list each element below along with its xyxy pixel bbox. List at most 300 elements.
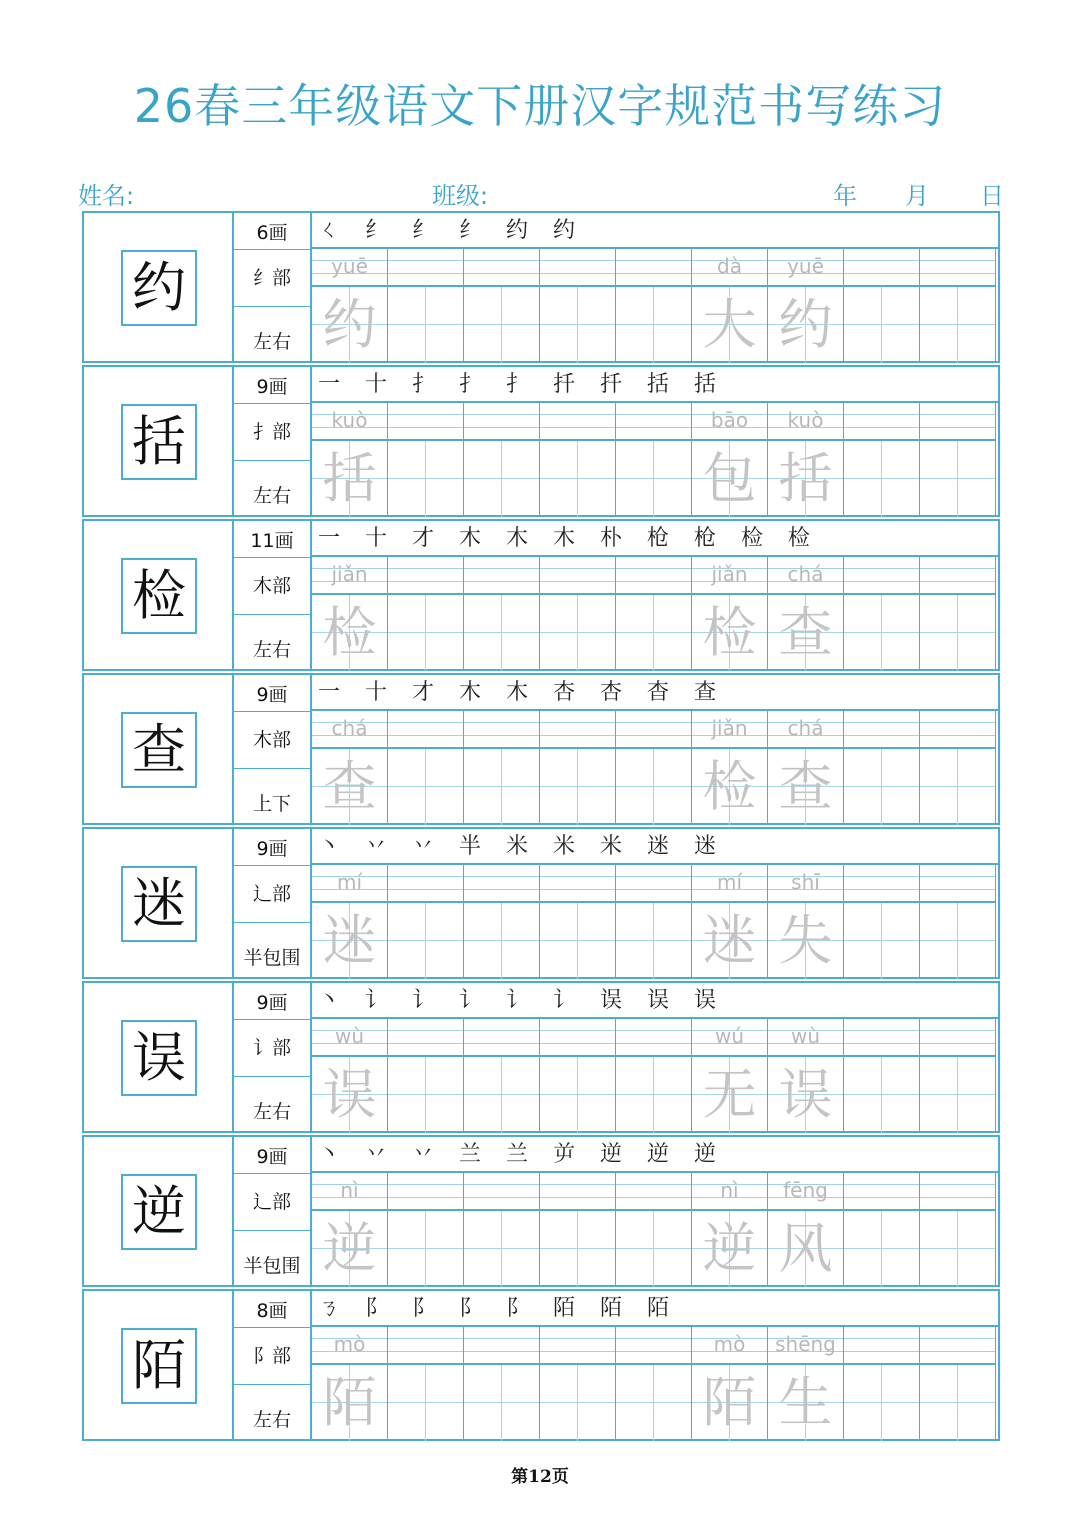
practice-cell[interactable] bbox=[692, 1019, 768, 1133]
pinyin-row[interactable]: chá bbox=[312, 711, 387, 749]
pinyin-row[interactable] bbox=[540, 249, 615, 287]
tian-grid[interactable] bbox=[464, 903, 539, 979]
tian-grid[interactable] bbox=[844, 441, 919, 517]
practice-area bbox=[312, 981, 1000, 1133]
char-block bbox=[82, 981, 1000, 1133]
writing-grid bbox=[312, 557, 998, 671]
radical: 木部 bbox=[234, 558, 310, 615]
char-meta bbox=[234, 981, 312, 1133]
practice-cell[interactable] bbox=[920, 1173, 996, 1287]
pinyin-row[interactable]: bāo bbox=[692, 403, 767, 441]
stroke-count: 11画 bbox=[234, 525, 310, 558]
pinyin-row[interactable] bbox=[464, 403, 539, 441]
char-meta bbox=[234, 519, 312, 671]
stroke-order: 丶 丷 丷 半 米 米 米 迷 迷 bbox=[312, 829, 998, 865]
radical: 辶部 bbox=[234, 1174, 310, 1231]
practice-cell[interactable] bbox=[844, 249, 920, 363]
tian-grid[interactable] bbox=[464, 595, 539, 671]
tian-grid[interactable] bbox=[464, 287, 539, 363]
tian-grid[interactable]: 大 bbox=[692, 287, 767, 363]
pinyin-row[interactable] bbox=[920, 865, 995, 903]
pinyin-row[interactable]: yuē bbox=[312, 249, 387, 287]
practice-cell[interactable] bbox=[312, 403, 388, 517]
tian-grid[interactable] bbox=[844, 903, 919, 979]
tian-grid[interactable] bbox=[388, 441, 463, 517]
practice-cell[interactable] bbox=[312, 1173, 388, 1287]
practice-area bbox=[312, 827, 1000, 979]
pinyin-row[interactable] bbox=[464, 249, 539, 287]
main-char-cell bbox=[82, 365, 234, 517]
pinyin-row[interactable] bbox=[616, 557, 691, 595]
pinyin-row[interactable]: mí bbox=[312, 865, 387, 903]
tian-grid[interactable]: 括 bbox=[312, 441, 387, 517]
practice-cell[interactable] bbox=[388, 249, 464, 363]
stroke-order: 一 十 才 木 木 杏 杏 杳 查 bbox=[312, 675, 998, 711]
pinyin-row[interactable] bbox=[540, 403, 615, 441]
char-meta bbox=[234, 827, 312, 979]
practice-cell[interactable] bbox=[540, 711, 616, 825]
practice-area bbox=[312, 519, 1000, 671]
pinyin-row[interactable] bbox=[540, 1327, 615, 1365]
char-meta bbox=[234, 1289, 312, 1441]
practice-area bbox=[312, 365, 1000, 517]
tian-grid[interactable]: 查 bbox=[768, 595, 843, 671]
practice-cell[interactable] bbox=[464, 1019, 540, 1133]
practice-cell[interactable] bbox=[616, 557, 692, 671]
tian-grid[interactable] bbox=[540, 1057, 615, 1133]
writing-grid bbox=[312, 403, 998, 517]
practice-cell[interactable] bbox=[844, 1173, 920, 1287]
month-label: 月 bbox=[905, 182, 929, 210]
pinyin-row[interactable] bbox=[616, 249, 691, 287]
pinyin-row[interactable]: wù bbox=[312, 1019, 387, 1057]
pinyin-row[interactable]: shēng bbox=[768, 1327, 843, 1365]
pinyin-row[interactable] bbox=[540, 711, 615, 749]
pinyin-row[interactable]: jiǎn bbox=[692, 711, 767, 749]
tian-grid[interactable] bbox=[464, 441, 539, 517]
stroke-count: 8画 bbox=[234, 1295, 310, 1328]
tian-grid[interactable] bbox=[388, 903, 463, 979]
pinyin-row[interactable] bbox=[844, 557, 919, 595]
stroke-order: ㄑ 纟 纟 纟 约 约 bbox=[312, 213, 998, 249]
radical: 辶部 bbox=[234, 866, 310, 923]
main-char: 误 bbox=[121, 1020, 197, 1096]
practice-cell[interactable] bbox=[768, 249, 844, 363]
tian-grid[interactable] bbox=[920, 287, 995, 363]
pinyin-row[interactable]: shī bbox=[768, 865, 843, 903]
tian-grid[interactable] bbox=[540, 903, 615, 979]
writing-grid bbox=[312, 249, 998, 363]
main-char: 陌 bbox=[121, 1328, 197, 1404]
practice-cell[interactable] bbox=[540, 1173, 616, 1287]
practice-cell[interactable] bbox=[540, 865, 616, 979]
pinyin-row[interactable]: nì bbox=[312, 1173, 387, 1211]
practice-cell[interactable] bbox=[388, 865, 464, 979]
tian-grid[interactable]: 失 bbox=[768, 903, 843, 979]
radical: 扌部 bbox=[234, 404, 310, 461]
practice-cell[interactable] bbox=[464, 557, 540, 671]
writing-grid bbox=[312, 1173, 998, 1287]
pinyin-row[interactable] bbox=[388, 249, 463, 287]
tian-grid[interactable] bbox=[540, 441, 615, 517]
practice-cell[interactable] bbox=[540, 557, 616, 671]
tian-grid[interactable] bbox=[844, 749, 919, 825]
tian-grid[interactable] bbox=[920, 903, 995, 979]
pinyin-row[interactable] bbox=[616, 1019, 691, 1057]
practice-cell[interactable] bbox=[388, 403, 464, 517]
pinyin-row[interactable] bbox=[616, 1173, 691, 1211]
stroke-count: 9画 bbox=[234, 1141, 310, 1174]
practice-cell[interactable] bbox=[312, 711, 388, 825]
main-char-cell bbox=[82, 1289, 234, 1441]
practice-cell[interactable] bbox=[312, 1019, 388, 1133]
pinyin-row[interactable] bbox=[844, 403, 919, 441]
practice-cell[interactable] bbox=[540, 1327, 616, 1441]
radical: 阝部 bbox=[234, 1328, 310, 1385]
practice-cell[interactable] bbox=[616, 711, 692, 825]
page-number: 第12页 bbox=[511, 1467, 569, 1487]
practice-cell[interactable] bbox=[920, 249, 996, 363]
tian-grid[interactable] bbox=[616, 287, 691, 363]
pinyin-row[interactable] bbox=[844, 1327, 919, 1365]
practice-cell[interactable] bbox=[920, 865, 996, 979]
main-char-cell bbox=[82, 519, 234, 671]
practice-cell[interactable] bbox=[388, 1019, 464, 1133]
writing-grid bbox=[312, 865, 998, 979]
stroke-count: 9画 bbox=[234, 833, 310, 866]
pinyin-row[interactable] bbox=[616, 711, 691, 749]
pinyin-row[interactable] bbox=[388, 1327, 463, 1365]
stroke-order: ㄋ 阝 阝 阝 阝 陌 陌 陌 bbox=[312, 1291, 998, 1327]
pinyin-row[interactable] bbox=[844, 711, 919, 749]
pinyin-row[interactable] bbox=[616, 1327, 691, 1365]
pinyin-row[interactable] bbox=[388, 865, 463, 903]
practice-cell[interactable] bbox=[768, 865, 844, 979]
pinyin-row[interactable]: jiǎn bbox=[312, 557, 387, 595]
stroke-count: 9画 bbox=[234, 371, 310, 404]
stroke-count: 6画 bbox=[234, 217, 310, 250]
pinyin-row[interactable] bbox=[540, 1173, 615, 1211]
practice-cell[interactable] bbox=[920, 1019, 996, 1133]
writing-grid bbox=[312, 1327, 998, 1441]
pinyin-row[interactable]: dà bbox=[692, 249, 767, 287]
stroke-order: 丶 讠 讠 讠 讠 讠 误 误 误 bbox=[312, 983, 998, 1019]
practice-cell[interactable] bbox=[692, 249, 768, 363]
main-char-cell bbox=[82, 827, 234, 979]
practice-cell[interactable] bbox=[692, 865, 768, 979]
structure: 上下 bbox=[252, 793, 291, 815]
tian-grid[interactable] bbox=[464, 1365, 539, 1441]
tian-grid[interactable]: 逆 bbox=[692, 1211, 767, 1287]
practice-area bbox=[312, 673, 1000, 825]
radical: 纟部 bbox=[234, 250, 310, 307]
tian-grid[interactable]: 误 bbox=[312, 1057, 387, 1133]
stroke-count: 9画 bbox=[234, 679, 310, 712]
practice-cell[interactable] bbox=[844, 865, 920, 979]
pinyin-row[interactable] bbox=[464, 1019, 539, 1057]
pinyin-row[interactable] bbox=[844, 865, 919, 903]
practice-cell[interactable] bbox=[920, 711, 996, 825]
main-char: 逆 bbox=[121, 1174, 197, 1250]
structure: 半包围 bbox=[243, 947, 301, 969]
practice-cell[interactable] bbox=[312, 249, 388, 363]
tian-grid[interactable] bbox=[540, 595, 615, 671]
pinyin-row[interactable]: kuò bbox=[312, 403, 387, 441]
structure: 左右 bbox=[252, 1409, 291, 1431]
tian-grid[interactable] bbox=[388, 1365, 463, 1441]
practice-cell[interactable] bbox=[388, 1173, 464, 1287]
pinyin-row[interactable] bbox=[464, 1327, 539, 1365]
tian-grid[interactable]: 查 bbox=[768, 749, 843, 825]
tian-grid[interactable]: 检 bbox=[692, 749, 767, 825]
radical: 木部 bbox=[234, 712, 310, 769]
tian-grid[interactable] bbox=[616, 749, 691, 825]
tian-grid[interactable] bbox=[388, 595, 463, 671]
pinyin-row[interactable] bbox=[388, 557, 463, 595]
main-char: 迷 bbox=[121, 866, 197, 942]
main-char: 检 bbox=[121, 558, 197, 634]
practice-cell[interactable] bbox=[312, 865, 388, 979]
tian-grid[interactable]: 括 bbox=[768, 441, 843, 517]
practice-cell[interactable] bbox=[920, 557, 996, 671]
tian-grid[interactable] bbox=[616, 595, 691, 671]
practice-cell[interactable] bbox=[616, 865, 692, 979]
practice-cell[interactable] bbox=[692, 1327, 768, 1441]
practice-cell[interactable] bbox=[540, 249, 616, 363]
practice-cell[interactable] bbox=[768, 1327, 844, 1441]
practice-cell[interactable] bbox=[312, 557, 388, 671]
main-char: 查 bbox=[121, 712, 197, 788]
practice-cell[interactable] bbox=[616, 1173, 692, 1287]
practice-cell[interactable] bbox=[844, 557, 920, 671]
pinyin-row[interactable] bbox=[844, 249, 919, 287]
practice-cell[interactable] bbox=[768, 557, 844, 671]
tian-grid[interactable]: 陌 bbox=[312, 1365, 387, 1441]
pinyin-row[interactable]: kuò bbox=[768, 403, 843, 441]
practice-cell[interactable] bbox=[692, 1173, 768, 1287]
pinyin-row[interactable] bbox=[540, 557, 615, 595]
pinyin-row[interactable]: chá bbox=[768, 711, 843, 749]
practice-cell[interactable] bbox=[464, 1327, 540, 1441]
tian-grid[interactable]: 包 bbox=[692, 441, 767, 517]
practice-cell[interactable] bbox=[616, 249, 692, 363]
tian-grid[interactable] bbox=[844, 1057, 919, 1133]
day-label: 日 bbox=[980, 182, 1004, 210]
pinyin-row[interactable] bbox=[920, 403, 995, 441]
pinyin-row[interactable]: chá bbox=[768, 557, 843, 595]
structure: 左右 bbox=[252, 639, 291, 661]
practice-cell[interactable] bbox=[464, 403, 540, 517]
practice-cell[interactable] bbox=[464, 249, 540, 363]
pinyin-row[interactable] bbox=[920, 1019, 995, 1057]
tian-grid[interactable] bbox=[616, 441, 691, 517]
pinyin-row[interactable] bbox=[540, 1019, 615, 1057]
structure: 左右 bbox=[252, 1101, 291, 1123]
tian-grid[interactable]: 生 bbox=[768, 1365, 843, 1441]
main-char-cell bbox=[82, 1135, 234, 1287]
practice-cell[interactable] bbox=[844, 403, 920, 517]
stroke-order: 一 十 扌 扌 扌 扦 扦 括 括 bbox=[312, 367, 998, 403]
pinyin-row[interactable] bbox=[388, 1019, 463, 1057]
pinyin-row[interactable]: mò bbox=[312, 1327, 387, 1365]
writing-grid bbox=[312, 1019, 998, 1133]
tian-grid[interactable]: 陌 bbox=[692, 1365, 767, 1441]
practice-area bbox=[312, 211, 1000, 363]
tian-grid[interactable] bbox=[844, 595, 919, 671]
char-block bbox=[82, 1135, 1000, 1287]
tian-grid[interactable]: 风 bbox=[768, 1211, 843, 1287]
main-char-cell bbox=[82, 211, 234, 363]
tian-grid[interactable]: 约 bbox=[768, 287, 843, 363]
pinyin-row[interactable] bbox=[388, 711, 463, 749]
tian-grid[interactable] bbox=[616, 1365, 691, 1441]
char-block bbox=[82, 365, 1000, 517]
tian-grid[interactable]: 无 bbox=[692, 1057, 767, 1133]
pinyin-row[interactable] bbox=[920, 1173, 995, 1211]
tian-grid[interactable]: 逆 bbox=[312, 1211, 387, 1287]
pinyin-row[interactable] bbox=[464, 557, 539, 595]
pinyin-row[interactable] bbox=[920, 1327, 995, 1365]
tian-grid[interactable]: 检 bbox=[312, 595, 387, 671]
practice-cell[interactable] bbox=[844, 1019, 920, 1133]
structure: 半包围 bbox=[243, 1255, 301, 1277]
tian-grid[interactable] bbox=[844, 1365, 919, 1441]
practice-cell[interactable] bbox=[768, 711, 844, 825]
pinyin-row[interactable]: fēng bbox=[768, 1173, 843, 1211]
tian-grid[interactable] bbox=[616, 1211, 691, 1287]
tian-grid[interactable] bbox=[388, 1211, 463, 1287]
main-char: 约 bbox=[121, 250, 197, 326]
main-char-cell bbox=[82, 673, 234, 825]
practice-cell[interactable] bbox=[464, 711, 540, 825]
pinyin-row[interactable] bbox=[616, 403, 691, 441]
practice-cell[interactable] bbox=[388, 711, 464, 825]
practice-cell[interactable] bbox=[464, 1173, 540, 1287]
char-block bbox=[82, 211, 1000, 363]
practice-cell[interactable] bbox=[844, 1327, 920, 1441]
practice-cell[interactable] bbox=[692, 557, 768, 671]
practice-cell[interactable] bbox=[540, 403, 616, 517]
pinyin-row[interactable] bbox=[844, 1019, 919, 1057]
practice-cell[interactable] bbox=[388, 557, 464, 671]
tian-grid[interactable] bbox=[464, 749, 539, 825]
practice-cell[interactable] bbox=[616, 1019, 692, 1133]
practice-cell[interactable] bbox=[920, 1327, 996, 1441]
pinyin-row[interactable] bbox=[540, 865, 615, 903]
stroke-count: 9画 bbox=[234, 987, 310, 1020]
char-meta bbox=[234, 1135, 312, 1287]
practice-cell[interactable] bbox=[388, 1327, 464, 1441]
structure: 左右 bbox=[252, 485, 291, 507]
pinyin-row[interactable] bbox=[920, 249, 995, 287]
pinyin-row[interactable] bbox=[464, 1173, 539, 1211]
tian-grid[interactable] bbox=[388, 287, 463, 363]
practice-cell[interactable] bbox=[844, 711, 920, 825]
tian-grid[interactable] bbox=[388, 1057, 463, 1133]
page-title: 26春三年级语文下册汉字规范书写练习 bbox=[133, 79, 947, 133]
tian-grid[interactable]: 约 bbox=[312, 287, 387, 363]
practice-cell[interactable] bbox=[540, 1019, 616, 1133]
tian-grid[interactable] bbox=[540, 749, 615, 825]
tian-grid[interactable] bbox=[540, 1211, 615, 1287]
practice-cell[interactable] bbox=[616, 403, 692, 517]
practice-cell[interactable] bbox=[692, 711, 768, 825]
tian-grid[interactable] bbox=[920, 749, 995, 825]
tian-grid[interactable] bbox=[540, 287, 615, 363]
tian-grid[interactable] bbox=[464, 1211, 539, 1287]
class-label: 班级: bbox=[432, 182, 489, 210]
practice-cell[interactable] bbox=[920, 403, 996, 517]
name-label: 姓名: bbox=[78, 182, 135, 210]
tian-grid[interactable]: 查 bbox=[312, 749, 387, 825]
practice-sheet bbox=[82, 211, 1000, 1443]
pinyin-row[interactable]: wù bbox=[768, 1019, 843, 1057]
char-block bbox=[82, 827, 1000, 979]
tian-grid[interactable] bbox=[920, 1211, 995, 1287]
practice-cell[interactable] bbox=[312, 1327, 388, 1441]
main-char-cell bbox=[82, 981, 234, 1133]
tian-grid[interactable] bbox=[464, 1057, 539, 1133]
pinyin-row[interactable]: wú bbox=[692, 1019, 767, 1057]
pinyin-row[interactable] bbox=[920, 711, 995, 749]
pinyin-row[interactable] bbox=[616, 865, 691, 903]
pinyin-row[interactable] bbox=[844, 1173, 919, 1211]
practice-cell[interactable] bbox=[768, 1173, 844, 1287]
practice-cell[interactable] bbox=[768, 1019, 844, 1133]
char-block bbox=[82, 673, 1000, 825]
tian-grid[interactable] bbox=[540, 1365, 615, 1441]
writing-grid bbox=[312, 711, 998, 825]
tian-grid[interactable]: 检 bbox=[692, 595, 767, 671]
practice-area bbox=[312, 1289, 1000, 1441]
tian-grid[interactable] bbox=[920, 441, 995, 517]
tian-grid[interactable] bbox=[844, 1211, 919, 1287]
pinyin-row[interactable]: mí bbox=[692, 865, 767, 903]
tian-grid[interactable]: 误 bbox=[768, 1057, 843, 1133]
tian-grid[interactable] bbox=[844, 287, 919, 363]
pinyin-row[interactable] bbox=[464, 865, 539, 903]
practice-cell[interactable] bbox=[692, 403, 768, 517]
pinyin-row[interactable] bbox=[388, 1173, 463, 1211]
tian-grid[interactable] bbox=[920, 595, 995, 671]
tian-grid[interactable] bbox=[616, 1057, 691, 1133]
char-meta bbox=[234, 365, 312, 517]
pinyin-row[interactable]: yuē bbox=[768, 249, 843, 287]
practice-cell[interactable] bbox=[464, 865, 540, 979]
char-block bbox=[82, 1289, 1000, 1441]
practice-cell[interactable] bbox=[616, 1327, 692, 1441]
tian-grid[interactable] bbox=[616, 903, 691, 979]
practice-area bbox=[312, 1135, 1000, 1287]
tian-grid[interactable] bbox=[920, 1057, 995, 1133]
tian-grid[interactable]: 迷 bbox=[692, 903, 767, 979]
radical: 讠部 bbox=[234, 1020, 310, 1077]
pinyin-row[interactable]: jiǎn bbox=[692, 557, 767, 595]
pinyin-row[interactable]: mò bbox=[692, 1327, 767, 1365]
pinyin-row[interactable] bbox=[388, 403, 463, 441]
main-char: 括 bbox=[121, 404, 197, 480]
pinyin-row[interactable] bbox=[920, 557, 995, 595]
tian-grid[interactable] bbox=[920, 1365, 995, 1441]
practice-cell[interactable] bbox=[768, 403, 844, 517]
char-meta bbox=[234, 673, 312, 825]
pinyin-row[interactable]: nì bbox=[692, 1173, 767, 1211]
pinyin-row[interactable] bbox=[464, 711, 539, 749]
char-block bbox=[82, 519, 1000, 671]
tian-grid[interactable]: 迷 bbox=[312, 903, 387, 979]
stroke-order: 丶 丷 丷 兰 兰 屰 逆 逆 逆 bbox=[312, 1137, 998, 1173]
tian-grid[interactable] bbox=[388, 749, 463, 825]
